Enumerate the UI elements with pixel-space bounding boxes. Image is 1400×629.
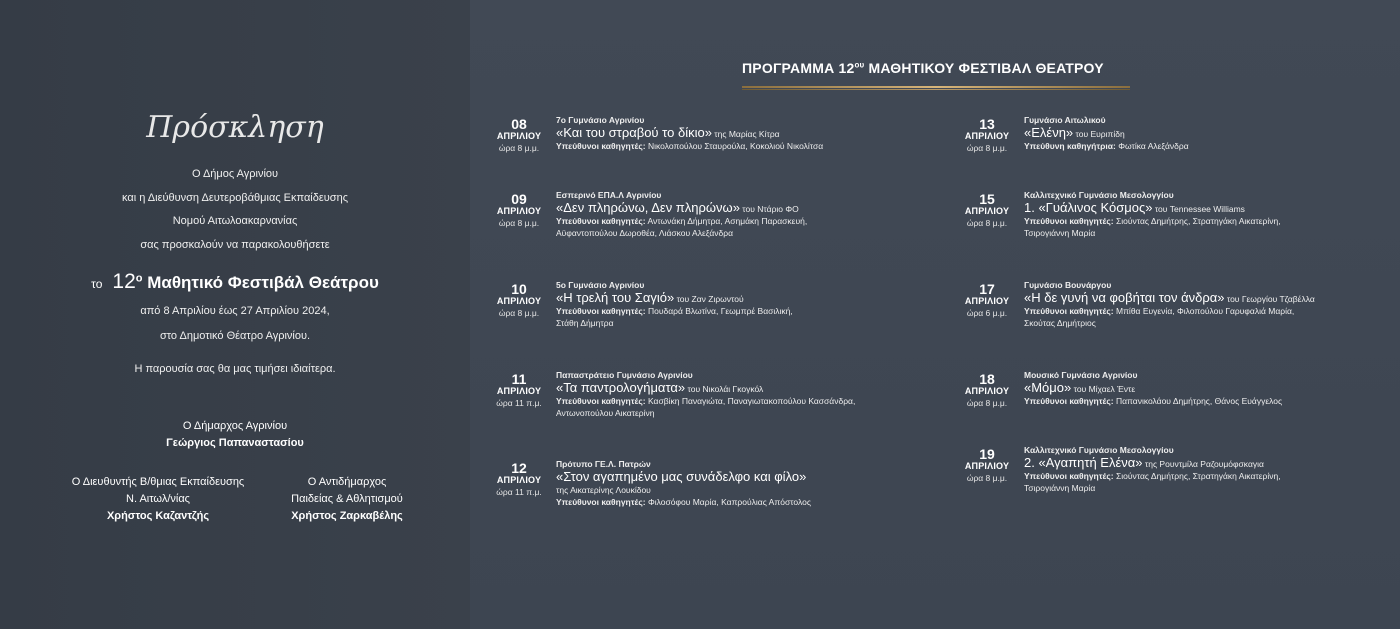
- director-signature: [58, 474, 258, 525]
- event-info: [556, 458, 916, 508]
- event-school: 7ο Γυμνάσιο Αγρινίου: [556, 115, 645, 125]
- festival-ordinal: ο: [135, 272, 143, 285]
- event-author: του Ευριπίδη: [1073, 129, 1125, 139]
- festival-number: 12: [112, 270, 136, 293]
- event-time: ώρα 6 μ.μ.: [966, 308, 1008, 318]
- event-info: [556, 189, 916, 239]
- event-day: 13: [979, 116, 995, 132]
- director-title-2: Ν. Αιτωλ/νίας: [126, 493, 190, 505]
- event-day: 17: [979, 281, 995, 297]
- event-play: «Η δε γυνή να φοβήται τον άνδρα»: [1024, 290, 1225, 305]
- event-play: «Η τρελή του Σαγιό»: [556, 290, 675, 305]
- event-time: ώρα 11 π.μ.: [496, 487, 542, 497]
- event-time: ώρα 8 μ.μ.: [966, 398, 1008, 408]
- event-month: ΑΠΡΙΛΙΟΥ: [496, 131, 542, 141]
- event-teachers: Φιλοσόφου Μαρία, Καπρούλιας Απόστολος: [645, 497, 811, 507]
- event-play: «Ελένη»: [1024, 125, 1074, 140]
- deputy-title-1: Ο Αντιδήμαρχος: [307, 476, 387, 488]
- event-day: 10: [511, 281, 527, 297]
- event-teachers-2: Τσιρογιάννη Μαρία: [1024, 228, 1096, 238]
- program-title-sup: ου: [854, 60, 865, 70]
- event-time: ώρα 8 μ.μ.: [966, 143, 1008, 153]
- event-school: Γυμνάσιο Βουνάργου: [1024, 280, 1112, 290]
- event-month: ΑΠΡΙΛΙΟΥ: [496, 296, 542, 306]
- event-teachers: Κασβίκη Παναγιώτα, Παναγιωτακοπούλου Κασσάνδρα,: [645, 396, 856, 406]
- program-title: [742, 60, 1104, 76]
- event-play: «Μόμο»: [1024, 380, 1072, 395]
- event-date: [958, 118, 1016, 154]
- event-date: [490, 118, 548, 154]
- deputy-signature: [262, 474, 432, 525]
- event-school: Πρότυπο ΓΕ.Λ. Πατρών: [556, 459, 651, 469]
- event-day: 15: [979, 191, 995, 207]
- event-teachers-label: Υπεύθυνοι καθηγητές:: [1024, 306, 1114, 316]
- festival-venue: στο Δημοτικό Θέατρο Αγρινίου.: [159, 330, 311, 342]
- event-date: [490, 373, 548, 409]
- deputy-name: Χρήστος Ζαρκαβέλης: [291, 510, 403, 522]
- event-author: της Ρουντμίλα Ραζουμόφσκαγια: [1142, 459, 1264, 469]
- festival-dates: από 8 Απριλίου έως 27 Απριλίου 2024,: [140, 305, 330, 317]
- event-teachers-label: Υπεύθυνη καθηγήτρια:: [1024, 141, 1116, 151]
- event-teachers-2: Αντωνοπούλου Αικατερίνη: [556, 408, 655, 418]
- event-month: ΑΠΡΙΛΙΟΥ: [964, 131, 1010, 141]
- event-day: 08: [511, 116, 527, 132]
- event-date: [490, 283, 548, 319]
- event-day: 18: [979, 371, 995, 387]
- event-author: του Tennessee Williams: [1152, 204, 1245, 214]
- festival-pre: το: [91, 277, 103, 291]
- event-author: της Αικατερίνης Λουκίδου: [556, 485, 651, 495]
- event-date: [958, 283, 1016, 319]
- program-title-post: ΜΑΘΗΤΙΚΟΥ ΦΕΣΤΙΒΑΛ ΘΕΑΤΡΟΥ: [864, 60, 1104, 76]
- invitation-line-1: Ο Δήμος Αγρινίου: [191, 168, 279, 180]
- title-rule: [742, 86, 1130, 88]
- director-name: Χρήστος Καζαντζής: [106, 510, 210, 522]
- mayor-title: Ο Δήμαρχος Αγρινίου: [182, 420, 288, 432]
- title-rule-thin: [742, 89, 1130, 90]
- event-school: Μουσικό Γυμνάσιο Αγρινίου: [1024, 370, 1138, 380]
- director-title-1: Ο Διευθυντής Β/θμιας Εκπαίδευσης: [71, 476, 245, 488]
- event-author: του Μίχαελ Έντε: [1071, 384, 1136, 394]
- event-month: ΑΠΡΙΛΙΟΥ: [964, 461, 1010, 471]
- event-date: [490, 193, 548, 229]
- event-teachers: Σιούντας Δημήτρης, Στρατηγάκη Αικατερίνη,: [1113, 471, 1281, 481]
- event-info: [1024, 114, 1384, 152]
- event-teachers-label: Υπεύθυνοι καθηγητές:: [556, 497, 646, 507]
- event-teachers-label: Υπεύθυνοι καθηγητές:: [1024, 471, 1114, 481]
- event-school: Εσπερινό ΕΠΑ.Λ Αγρινίου: [556, 190, 662, 200]
- program-title-pre: ΠΡΟΓΡΑΜΜΑ 12: [742, 60, 855, 76]
- event-author: του Γεωργίου Τζαβέλλα: [1224, 294, 1315, 304]
- event-teachers-2: Αϋφαντοπούλου Δωροθέα, Λιάσκου Αλεξάνδρα: [556, 228, 733, 238]
- invitation-panel: [0, 0, 470, 629]
- invitation-line-4: σας προσκαλούν να παρακολουθήσετε: [140, 239, 330, 251]
- deputy-title-2: Παιδείας & Αθλητισμού: [291, 493, 403, 505]
- event-teachers-label: Υπεύθυνοι καθηγητές:: [556, 216, 646, 226]
- festival-title: Μαθητικό Φεστιβάλ Θεάτρου: [147, 273, 379, 292]
- event-info: [556, 279, 916, 329]
- event-month: ΑΠΡΙΛΙΟΥ: [964, 206, 1010, 216]
- event-time: ώρα 8 μ.μ.: [498, 218, 540, 228]
- event-teachers-2: Σκούτας Δημήτριος: [1024, 318, 1096, 328]
- event-play: «Στον αγαπημένο μας συνάδελφο και φίλο»: [556, 469, 807, 484]
- event-teachers-2: Τσιρογιάννη Μαρία: [1024, 483, 1096, 493]
- event-school: Καλλιτεχνικό Γυμνάσιο Μεσολογγίου: [1024, 445, 1174, 455]
- event-time: ώρα 8 μ.μ.: [966, 473, 1008, 483]
- event-info: [1024, 189, 1384, 239]
- event-author: του Νικολάι Γκογκόλ: [685, 384, 764, 394]
- event-teachers: Νικολοπούλου Σταυρούλα, Κοκολιού Νικολίτσα: [645, 141, 824, 151]
- event-play: 2. «Αγαπητή Ελένα»: [1024, 455, 1143, 470]
- event-info: [1024, 279, 1384, 329]
- event-school: Καλλιτεχνικό Γυμνάσιο Μεσολογγίου: [1024, 190, 1174, 200]
- event-month: ΑΠΡΙΛΙΟΥ: [496, 475, 542, 485]
- event-time: ώρα 8 μ.μ.: [498, 308, 540, 318]
- event-time: ώρα 8 μ.μ.: [966, 218, 1008, 228]
- event-teachers: Μπίθα Ευγενία, Φιλοπούλου Γαρυφαλιά Μαρία,: [1113, 306, 1295, 316]
- event-teachers: Παπανικολάου Δημήτρης, Θάνος Ευάγγελος: [1113, 396, 1283, 406]
- event-teachers-label: Υπεύθυνοι καθηγητές:: [556, 396, 646, 406]
- event-month: ΑΠΡΙΛΙΟΥ: [964, 386, 1010, 396]
- invitation-line-3: Νομού Αιτωλοακαρνανίας: [172, 215, 298, 227]
- event-day: 12: [511, 460, 527, 476]
- event-author: της Μαρίας Κίτρα: [711, 129, 780, 139]
- event-teachers: Φωτίκα Αλεξάνδρα: [1115, 141, 1189, 151]
- event-date: [490, 462, 548, 498]
- event-month: ΑΠΡΙΛΙΟΥ: [964, 296, 1010, 306]
- event-info: [1024, 444, 1384, 494]
- event-play: «Δεν πληρώνω, Δεν πληρώνω»: [556, 200, 740, 215]
- event-date: [958, 193, 1016, 229]
- event-time: ώρα 11 π.μ.: [496, 398, 542, 408]
- event-day: 09: [511, 191, 527, 207]
- event-play: «Και του στραβού το δίκιο»: [556, 125, 712, 140]
- event-month: ΑΠΡΙΛΙΟΥ: [496, 386, 542, 396]
- event-play: 1. «Γυάλινος Κόσμος»: [1024, 200, 1153, 215]
- event-day: 11: [511, 371, 527, 387]
- event-school: 5ο Γυμνάσιο Αγρινίου: [556, 280, 645, 290]
- event-teachers-label: Υπεύθυνοι καθηγητές:: [556, 141, 646, 151]
- festival-name: [0, 270, 470, 294]
- event-date: [958, 373, 1016, 409]
- event-school: Γυμνάσιο Αιτωλικού: [1024, 115, 1106, 125]
- event-teachers-label: Υπεύθυνοι καθηγητές:: [1024, 216, 1114, 226]
- invitation-title: Πρόσκληση: [146, 110, 324, 145]
- event-time: ώρα 8 μ.μ.: [498, 143, 540, 153]
- event-play: «Τα παντρολογήματα»: [556, 380, 686, 395]
- event-teachers: Αντωνάκη Δήμητρα, Ασημάκη Παρασκευή,: [645, 216, 808, 226]
- event-date: [958, 448, 1016, 484]
- event-author: του Ζαν Ζιρωντού: [674, 294, 744, 304]
- event-author: του Ντάριο ΦΟ: [739, 204, 799, 214]
- event-teachers: Πουδαρά Βλωτίνα, Γεωμπρέ Βασιλική,: [645, 306, 793, 316]
- event-teachers: Σιούντας Δημήτρης, Στρατηγάκη Αικατερίνη,: [1113, 216, 1281, 226]
- event-teachers-label: Υπεύθυνοι καθηγητές:: [1024, 396, 1114, 406]
- mayor-signature: [0, 418, 470, 452]
- honor-line: Η παρουσία σας θα μας τιμήσει ιδιαίτερα.: [134, 363, 336, 375]
- event-school: Παπαστράτειο Γυμνάσιο Αγρινίου: [556, 370, 693, 380]
- invitation-line-2: και η Διεύθυνση Δευτεροβάθμιας Εκπαίδευσης: [121, 192, 348, 204]
- event-day: 19: [979, 446, 995, 462]
- event-teachers-2: Στάθη Δήμητρα: [556, 318, 614, 328]
- event-info: [556, 369, 916, 419]
- event-info: [1024, 369, 1384, 407]
- event-month: ΑΠΡΙΛΙΟΥ: [496, 206, 542, 216]
- mayor-name: Γεώργιος Παπαναστασίου: [166, 437, 304, 449]
- event-teachers-label: Υπεύθυνοι καθηγητές:: [556, 306, 646, 316]
- event-info: [556, 114, 916, 152]
